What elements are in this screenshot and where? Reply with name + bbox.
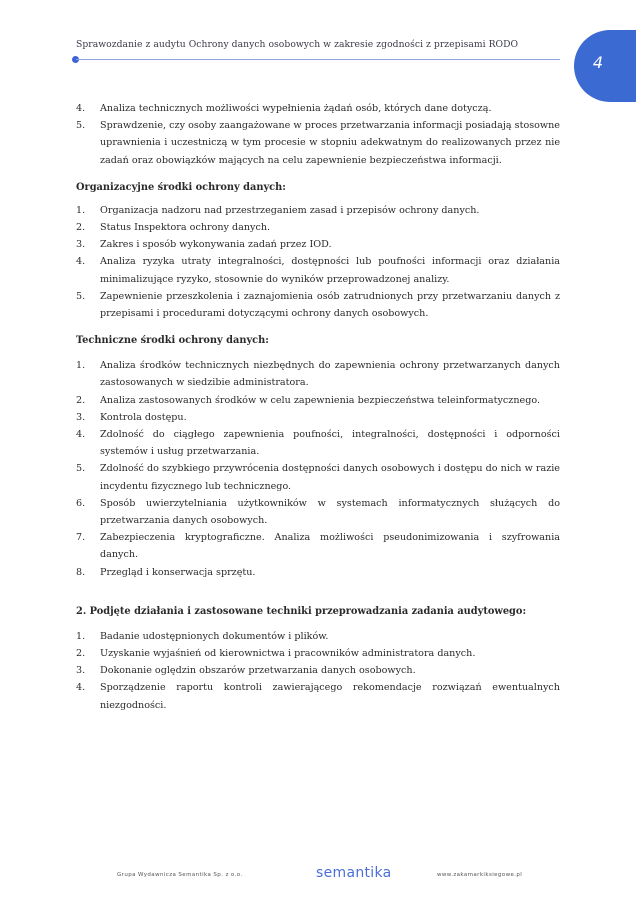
list-item-number: 5.: [76, 463, 86, 475]
list-item-text: Sprawdzenie, czy osoby zaangażowane w proces przetwarzania informacji posiadają stosowne uprawnienia i uczestniczą w tym procesie w stopniu adekwatnym do realizowanych przez nie zadań oraz obowiązków mających na celu zapewnienie bezpieczeństwa informacji.: [100, 120, 560, 166]
organizational-measures-list: [76, 202, 560, 322]
footer-website: www.zakamarkiksiegowe.pl: [437, 872, 523, 878]
list-item-text: Analiza ryzyka utraty integralności, dostępności lub poufności informacji oraz działania minimalizujące ryzyko, stosownie do wyników przeprowadzonej analizy.: [100, 256, 560, 285]
list-item: [76, 392, 560, 409]
list-item-number: 4.: [76, 256, 86, 268]
list-item-text: Dokonanie oględzin obszarów przetwarzania danych osobowych.: [100, 665, 416, 677]
list-item-text: Analiza środków technicznych niezbędnych do zapewnienia ochrony przetwarzanych danych zastosowanych w siedzibie administratora.: [100, 360, 560, 389]
list-item-text: Badanie udostępnionych dokumentów i plików.: [100, 630, 329, 642]
list-item: [76, 202, 560, 219]
list-item: [76, 426, 560, 460]
technical-measures-list: [76, 357, 560, 581]
section-heading-organizational: Organizacyjne środki ochrony danych:: [76, 181, 286, 193]
list-item: [76, 529, 560, 563]
list-item: [76, 628, 560, 645]
list-item-text: Status Inspektora ochrony danych.: [100, 222, 271, 234]
list-item-text: Analiza technicznych możliwości wypełnienia żądań osób, których dane dotyczą.: [100, 103, 492, 114]
list-item: [76, 357, 560, 391]
list-item: [76, 117, 560, 169]
list-item-text: Zapewnienie przeszkolenia i zaznajomienia osób zatrudnionych przy przetwarzaniu danych z przepisami i procedurami dotyczącymi ochrony danych osobowych.: [100, 290, 560, 320]
list-item-text: Kontrola dostępu.: [100, 411, 187, 423]
list-item-number: 8.: [76, 566, 86, 578]
section-heading-audit-actions: 2. Podjęte działania i zastosowane techniki przeprowadzania zadania audytowego:: [76, 605, 527, 617]
list-item: [76, 564, 560, 581]
list-item-number: 2.: [76, 222, 86, 234]
list-item-number: 3.: [76, 411, 86, 423]
page-number: 4: [592, 53, 604, 72]
list-item-number: 3.: [76, 665, 86, 677]
list-item: [76, 236, 560, 253]
list-item-text: Analiza zastosowanych środków w celu zapewnienia bezpieczeństwa teleinformatycznego.: [100, 394, 540, 406]
document-body: [76, 100, 560, 714]
list-item: [76, 679, 560, 713]
list-item-text: Organizacja nadzoru nad przestrzeganiem zasad i przepisów ochrony danych.: [100, 204, 480, 216]
list-item-text: Sposób uwierzytelniania użytkowników w systemach informatycznych służących do przetwarzania danych osobowych.: [100, 497, 560, 527]
list-item-number: 5.: [76, 120, 86, 132]
list-item-number: 5.: [76, 290, 86, 302]
section-heading-technical: Techniczne środki ochrony danych:: [76, 335, 269, 347]
list-item-text: Zakres i sposób wykonywania zadań przez IOD.: [100, 239, 332, 251]
list-item-number: 6.: [76, 497, 86, 509]
list-item-text: Zdolność do ciągłego zapewnienia poufności, integralności, dostępności i odporności systemów i usług przetwarzania.: [100, 429, 560, 458]
list-item-text: Zdolność do szybkiego przywrócenia dostępności danych osobowych i dostępu do nich w razie incydentu fizycznego lub technicznego.: [100, 463, 560, 492]
list-item-number: 2.: [76, 394, 86, 406]
list-item-number: 4.: [76, 103, 86, 114]
list-item: [76, 288, 560, 322]
list-item-text: Zabezpieczenia kryptograficzne. Analiza możliwości pseudonimizowania i szyfrowania danych.: [100, 532, 560, 561]
list-item-text: Sporządzenie raportu kontroli zawierającego rekomendacje rozwiązań ewentualnych niezgodności.: [100, 682, 560, 711]
intro-list: [76, 100, 560, 169]
list-item: [76, 495, 560, 529]
list-item: [76, 219, 560, 236]
list-item: [76, 645, 560, 662]
list-item-number: 4.: [76, 682, 86, 694]
list-item-text: Przegląd i konserwacja sprzętu.: [100, 566, 256, 578]
list-item: [76, 460, 560, 494]
footer-logo: semantika: [316, 865, 392, 881]
list-item: [76, 409, 560, 426]
list-item: [76, 100, 560, 117]
list-item-number: 7.: [76, 532, 86, 544]
list-item-number: 1.: [76, 204, 86, 216]
list-item-number: 1.: [76, 360, 86, 372]
footer-publisher: Grupa Wydawnicza Semantika Sp. z o.o.: [117, 872, 243, 878]
audit-actions-list: [76, 628, 560, 714]
list-item-number: 4.: [76, 429, 86, 441]
list-item-number: 3.: [76, 239, 86, 251]
list-item: [76, 253, 560, 287]
list-item-text: Uzyskanie wyjaśnień od kierownictwa i pracowników administratora danych.: [100, 648, 476, 660]
list-item: [76, 662, 560, 679]
list-item-number: 1.: [76, 630, 86, 642]
list-item-number: 2.: [76, 648, 86, 660]
running-header-title: Sprawozdanie z audytu Ochrony danych osobowych w zakresie zgodności z przepisami RODO: [76, 39, 519, 50]
header-rule: [76, 59, 560, 60]
